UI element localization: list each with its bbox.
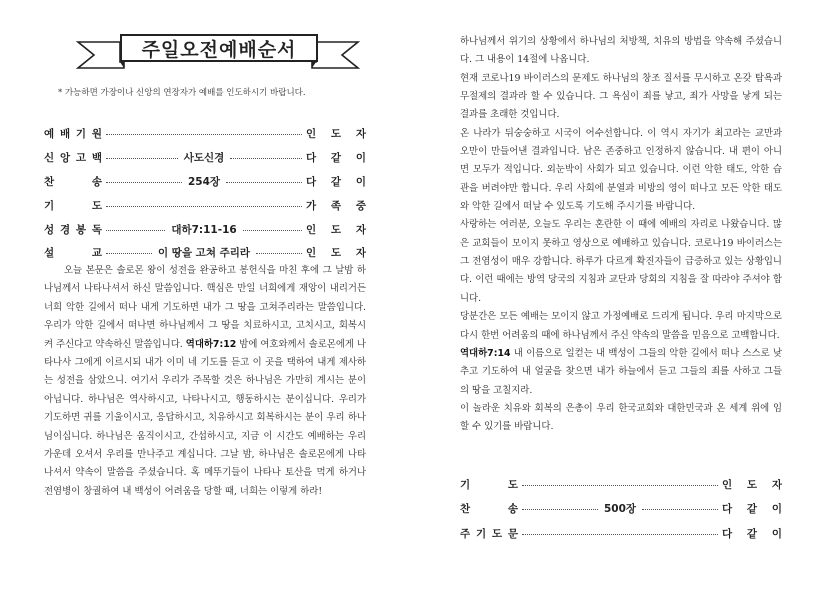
order-item-leader: 다 같 이 (722, 503, 782, 516)
order-item-leader-dots (106, 150, 302, 165)
order-item-leader: 인 도 자 (306, 247, 366, 260)
order-item (460, 472, 782, 497)
order-item (44, 217, 366, 241)
order-item-leader: 인 도 자 (722, 478, 782, 491)
order-item-leader: 인 도 자 (306, 223, 366, 236)
order-list-right (460, 472, 782, 546)
order-item (460, 497, 782, 522)
sermon-paragraph: 사랑하는 여러분, 오늘도 우리는 혼란한 이 때에 예배의 자리로 나왔습니다. 많은 교회들이 모이지 못하고 영상으로 예배하고 있습니다. 코로나19 바이러스는 그 전염성이 매우 강합니다. 하루가 다르게 확진자들이 급증하고 있는 상황입니다. 이런 때에는 방역 당국의 지침과 교단과 당회의 지침을 잘 따라야 주셔야 합니다. (460, 219, 782, 304)
sermon-text-right (460, 33, 782, 437)
order-item-label: 기 도 (44, 199, 102, 212)
order-item (44, 193, 366, 217)
order-item (460, 521, 782, 546)
sermon-paragraph-text: 오늘 본문은 솔로몬 왕이 성전을 완공하고 봉헌식을 마친 후에 그 날밤 하나님께서 나타나셔서 하신 말씀입니다. 핵심은 만일 너희에게 재앙이 내리거든 너희 악한 길에서 떠나 내게 기도하면 내가 그 땅을 고쳐주리라는 말씀입니다. 우리가 악한 길에서 떠나면 하나님께서 그 땅을 치료하시고, 고치시고, 회복시켜 주신다고 약속하신 말씀입니다. (44, 265, 366, 350)
order-item-leader: 가 족 중 (306, 199, 366, 212)
order-item-leader-dots (106, 174, 302, 189)
sermon-paragraph: 이 놀라운 치유와 회복의 은총이 우리 한국교회와 대한민국과 온 세계 위에 임할 수 있기를 바랍니다. (460, 402, 782, 433)
order-item-detail: 이 땅을 고쳐 주리라 (157, 247, 251, 260)
order-item-label: 설 교 (44, 247, 102, 260)
sermon-paragraph: 하나님께서 위기의 상황에서 하나님의 처방책, 치유의 방법을 약속해 주셨습니다. 그 내용이 14절에 나옵니다. (460, 36, 782, 66)
title-banner (72, 28, 364, 76)
order-item-label: 주 기 도 문 (460, 527, 518, 540)
sermon-paragraph: 현재 코로나19 바이러스의 문제도 하나님의 창조 질서를 무시하고 온갖 탐욕과 무절제의 결과라 할 수 있습니다. 그 욕심이 죄를 낳고, 죄가 사망을 낳게 되는 결과를 초래한 것입니다. (460, 72, 782, 121)
sermon-text-left (44, 262, 366, 501)
order-item-detail: 사도신경 (183, 152, 225, 165)
leader-note: * 가능하면 가장이나 신앙의 연장자가 예배를 인도하시기 바랍니다. (58, 88, 306, 98)
order-item-leader: 다 같 이 (722, 527, 782, 540)
order-item-leader: 인 도 자 (306, 128, 366, 141)
order-item-label: 찬 송 (460, 503, 518, 516)
order-item-label: 성 경 봉 독 (44, 223, 102, 236)
order-item-leader-dots (106, 132, 302, 135)
order-list-left (44, 122, 366, 265)
scripture-reference: 역대하7:12 (185, 338, 237, 350)
order-item-leader-dots (522, 483, 718, 486)
order-item-detail: 500장 (603, 503, 637, 516)
sermon-paragraph-text: 내 이름으로 일컫는 내 백성이 그들의 악한 길에서 떠나 스스로 낮추고 기도하여 내 얼굴을 찾으면 내가 하늘에서 듣고 그들의 죄를 사하고 그들의 땅을 고칠지라. (460, 347, 783, 396)
order-item-detail: 대하7:11-16 (171, 223, 237, 236)
order-item-leader: 다 같 이 (306, 175, 366, 188)
order-item-leader-dots (522, 532, 718, 535)
order-item (44, 146, 366, 170)
order-item-detail: 254장 (187, 175, 221, 188)
sermon-paragraph-text: 밤에 여호와께서 솔로몬에게 나타나사 그에게 이르시되 내가 이미 네 기도를 듣고 이 곳을 택하여 내게 제사하는 성전을 삼았으니. 여기서 우리가 주목할 것은 하나님은 가만히 계시는 분이 아닙니다. 하나님은 역사하시고, 나타나시고, 행동하시는 분이십니다. 우리가 기도하면 귀를 기울이시고, 응답하시고, 치유하시고 회복하시는 분이 우리 하나님이십니다. 하나님은 움직이시고, 간섭하시고, 지금 이 시간도 예배하는 우리 가운데 오셔서 우리를 만나주고 계십니다. 그날 밤, 하나님은 솔로몬에게 나타나셔서 약속이 말씀을 주셨습니다. 혹 메뚜기들이 나타나 토산을 먹게 하거나 전염병이 창궐하여 내 백성이 어려움을 당할 때, 너희는 이렇게 하라! (44, 338, 366, 497)
order-item-leader-dots (106, 245, 302, 260)
order-item-label: 기 도 (460, 478, 518, 491)
sermon-paragraph: 당분간은 모든 예배는 모이지 않고 가정예배로 드리게 됩니다. 우리 마지막으로 다시 한번 어려움의 때에 하나님께서 주신 약속의 말씀을 믿음으로 고백합니다. (460, 311, 782, 341)
order-item (44, 122, 366, 146)
order-item-leader-dots (106, 204, 302, 207)
order-item (44, 170, 366, 194)
scripture-reference: 역대하7:14 (460, 347, 511, 359)
order-item-label: 예 배 기 원 (44, 128, 102, 141)
sermon-paragraph (44, 262, 366, 501)
order-item-label: 신 앙 고 백 (44, 152, 102, 165)
order-item-leader-dots (522, 501, 718, 516)
order-item-leader: 다 같 이 (306, 152, 366, 165)
sermon-paragraph: 온 나라가 뒤숭숭하고 시국이 어수선합니다. 이 역시 자기가 최고라는 교만과 오만이 만들어낸 결과입니다. 남은 존중하고 인정하지 않습니다. 내 편이 아니면 모두가 적입니다. 외눈박이 사회가 되고 있습니다. 이런 악한 태도, 악한 습관을 버려야만 합니다. 우리 사회에 분열과 비방의 영이 떠나고 모든 악한 태도와 악한 길에서 떠날 수 있도록 기도해 주시기를 바랍니다. (460, 127, 782, 213)
order-item-label: 찬 송 (44, 175, 102, 188)
sermon-paragraph (460, 345, 782, 400)
order-item-leader-dots (106, 222, 302, 237)
page-title: 주일오전예배순서 (120, 34, 318, 62)
